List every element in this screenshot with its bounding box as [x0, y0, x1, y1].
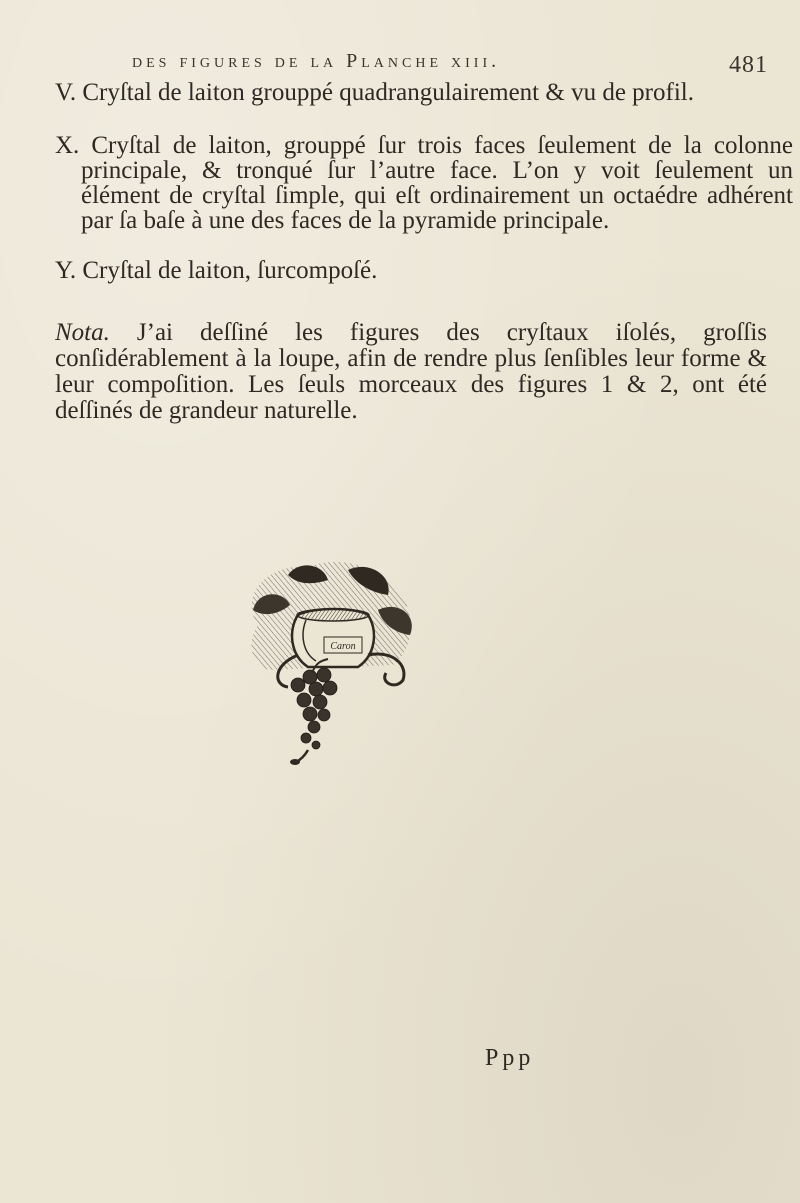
running-head [132, 48, 768, 82]
signature-mark: Ppp [485, 1045, 535, 1071]
entry-x: X. Cryſtal de laiton, grouppé ſur trois faces ſeulement de la colonne principale, & tronqué ſur l’autre face. L’on y voit ſeulement un élément de cryſtal ſimple, qui eſt ordinairement un octaédre adhérent par ſa baſe à une des faces de la pyramide principale. [55, 132, 793, 234]
engraver-signature: Caron [330, 641, 356, 652]
running-head-title: des figures de la Planche xiii. [132, 50, 501, 72]
nota-paragraph [55, 320, 767, 424]
nota-text: J’ai deſſiné les figures des cryſtaux iſolés, groſſis conſidérablement à la loupe, afin de rendre plus ſenſibles leur forme & leur compoſition. Les ſeuls morceaux des figures 1 & 2, ont été deſſinés de grandeur naturelle. [55, 319, 767, 424]
entry-v: V. Cryſtal de laiton grouppé quadrangulairement & vu de profil. [55, 79, 694, 106]
page-number: 481 [729, 52, 768, 78]
entry-y: Y. Cryſtal de laiton, ſurcompoſé. [55, 257, 378, 284]
engraved-vignette [228, 555, 424, 765]
nota-label: Nota. [55, 319, 110, 346]
vignette-illustration [228, 555, 424, 765]
